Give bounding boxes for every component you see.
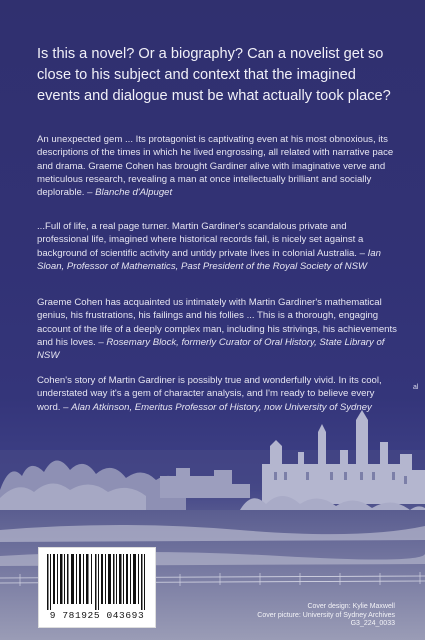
review-2-text: ...Full of life, a real page turner. Martin Gardiner's scandalous private and professional life, imagined where historical records fail, is nicely set against a background of scientific activity and untidy private lives in colonial Australia. <box>37 221 364 259</box>
cover-picture-credit: Cover picture: University of Sydney Archives <box>257 611 395 619</box>
review-1-text: An unexpected gem ... Its protagonist is captivating even at his most obnoxious, its descriptions of the times in which he lived engrossing, all related with narrative pace and drama. Graeme Cohen has brought Gardiner alive with imaginative verve and meticulous research, revealing a man at once intellectually brilliant and socially deplorable. – <box>37 134 394 199</box>
review-2 <box>37 220 397 273</box>
review-2-attribution: – Ian Sloan, Professor of Mathematics, Past President of the Royal Society of NSW <box>37 247 381 272</box>
lead-question: Is this a novel? Or a biography? Can a novelist get so close to his subject and context that the imagined events and dialogue must be what actually took place? <box>37 46 391 104</box>
barcode-bars <box>45 554 149 610</box>
archive-reference: G3_224_0033 <box>350 620 395 628</box>
review-3-text: Graeme Cohen has acquainted us intimately with Martin Gardiner's mathematical genius, his frustrations, his failings and his follies ... This is a thorough, engaging account of the life of a deeply complex man, including his strivings, his achievements and his loves. – <box>37 297 397 348</box>
isbn-number: 9 781925 043693 <box>49 610 145 621</box>
review-3 <box>37 296 397 362</box>
cover-design-credit: Cover design: Kylie Maxwell <box>307 603 395 610</box>
review-1-attribution: Blanche d'Alpuget <box>95 187 173 199</box>
review-4-attribution: Alan Atkinson, Emeritus Professor of History, now University of Sydney <box>71 401 372 413</box>
review-1 <box>37 133 397 199</box>
review-4-text: Cohen's story of Martin Gardiner is possibly true and wonderfully vivid. In its cool, understated way it's a gem of character analysis, and I'm ready to believe every word. – <box>37 375 382 413</box>
cover-credits <box>257 603 395 629</box>
review-3-attribution: Rosemary Block, formerly Curator of Oral History, State Library of NSW <box>37 336 385 362</box>
barcode <box>38 547 156 628</box>
corner-mark: al <box>413 384 419 391</box>
